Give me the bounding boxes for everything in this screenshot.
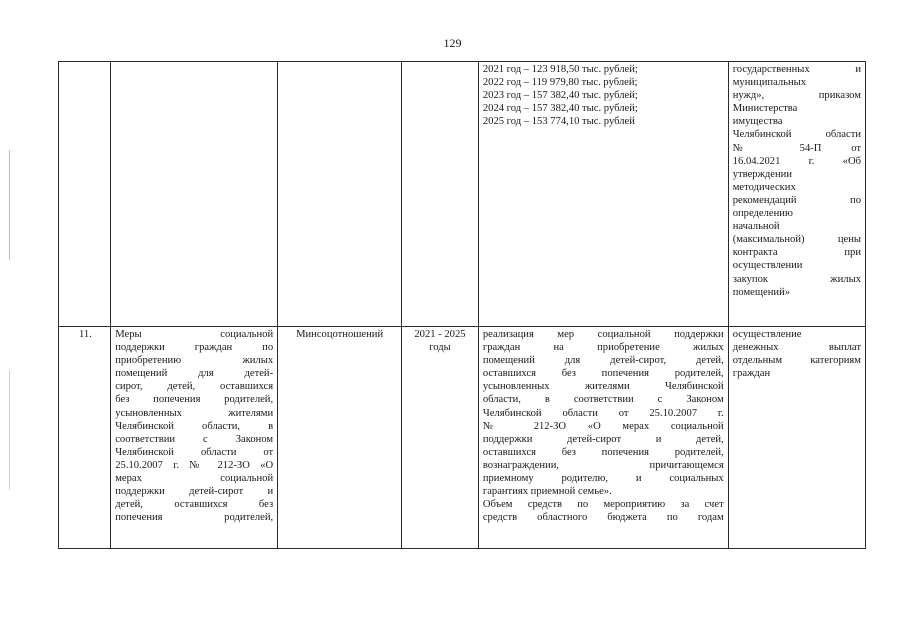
basis-line: 16.04.2021 г. «Об — [732, 155, 861, 167]
measure-line: соответствии с Законом — [115, 433, 274, 445]
description-line: оставшихся без попечения родителей, — [482, 446, 724, 458]
description-line: гарантиях приемной семье». — [482, 486, 612, 498]
description-line: области, в соответствии с Законом — [482, 394, 724, 406]
description-line: приемному родителю, и социальных — [482, 473, 724, 485]
description-line: Челябинской области от 25.10.2007 г. — [482, 407, 724, 419]
description-line: вознаграждении, причитающемся — [482, 459, 724, 471]
funding-line: 2025 год – 153 774,10 тыс. рублей — [482, 116, 635, 128]
measure-line: поддержки детей-сирот и — [115, 486, 274, 498]
cell-number-empty — [59, 62, 111, 327]
basis-line: имущества — [732, 116, 783, 128]
measure-line: попечения родителей, — [115, 512, 274, 524]
measure-line: без попечения родителей, — [115, 394, 274, 406]
basis-line: закупок жилых — [732, 273, 861, 285]
measure-line: усыновленных жителями — [115, 407, 274, 419]
result-line: осуществление — [732, 329, 802, 340]
period-line: годы — [429, 342, 451, 354]
table-row-11 — [59, 327, 866, 549]
result-line: отдельным категориям — [732, 355, 861, 367]
basis-line: контракта при — [732, 247, 861, 259]
description-line: средств областного бюджета по годам — [482, 512, 724, 524]
basis-line: методических — [732, 181, 796, 193]
measure-line: Челябинской области от — [115, 446, 274, 458]
cell-result — [728, 327, 865, 549]
basis-line: утверждении — [732, 168, 793, 180]
funding-line: 2022 год – 119 979,80 тыс. рублей; — [482, 77, 638, 89]
scan-edge-mark — [9, 150, 10, 260]
description-line: поддержки детей-сирот и детей, — [482, 433, 724, 445]
cell-basis — [728, 62, 865, 327]
result-line: граждан — [732, 368, 771, 380]
measure-line: сирот, детей, оставшихся — [115, 381, 274, 393]
measure-line: мерах социальной — [115, 473, 274, 485]
cell-measure-empty — [111, 62, 278, 327]
basis-line: осуществлении — [732, 260, 803, 272]
table-row-continued — [59, 62, 866, 327]
measure-line: детей, оставшихся без — [115, 499, 274, 511]
description-line: Объем средств по мероприятию за счет — [482, 499, 724, 511]
description-line: помещений для детей-сирот, детей, — [482, 355, 724, 367]
basis-line: (максимальной) цены — [732, 234, 861, 246]
basis-line: Челябинской области — [732, 129, 861, 141]
result-line: денежных выплат — [732, 342, 861, 354]
basis-line: Министерства — [732, 103, 798, 115]
measures-table — [58, 61, 866, 549]
cell-funding — [478, 62, 728, 327]
cell-number: 11. — [59, 327, 111, 549]
description-line: граждан на приобретение жилых — [482, 342, 724, 354]
description-line: усыновленных жителями Челябинской — [482, 381, 724, 393]
cell-executor-empty — [278, 62, 402, 327]
measure-line: Меры социальной — [115, 329, 274, 340]
measure-line: приобретению жилых — [115, 355, 274, 367]
basis-line: муниципальных — [732, 77, 807, 89]
basis-line: помещений» — [732, 286, 791, 298]
cell-description — [478, 327, 728, 549]
measure-line: 25.10.2007 г. № 212-ЗО «О — [115, 459, 274, 471]
scan-edge-mark — [9, 370, 10, 490]
measure-line: помещений для детей- — [115, 368, 274, 380]
cell-period-empty — [402, 62, 479, 327]
funding-line: 2023 год – 157 382,40 тыс. рублей; — [482, 90, 638, 102]
description-line: оставшихся без попечения родителей, — [482, 368, 724, 380]
cell-period — [402, 327, 479, 549]
page-number: 129 — [443, 36, 462, 50]
basis-line: рекомендаций по — [732, 194, 861, 206]
cell-measure — [111, 327, 278, 549]
basis-line: государственных и — [732, 64, 861, 75]
period-line: 2021 - 2025 — [414, 329, 466, 340]
basis-line: определению — [732, 208, 793, 220]
basis-line: нужд», приказом — [732, 90, 861, 102]
description-line: № 212-ЗО «О мерах социальной — [482, 420, 724, 432]
funding-line: 2024 год – 157 382,40 тыс. рублей; — [482, 103, 638, 115]
funding-line: 2021 год – 123 918,50 тыс. рублей; — [482, 64, 638, 75]
cell-executor: Минсоцотношений — [278, 327, 402, 549]
basis-line: начальной — [732, 221, 780, 233]
basis-line: № 54-П от — [732, 142, 861, 154]
measure-line: Челябинской области, в — [115, 420, 274, 432]
description-line: реализация мер социальной поддержки — [482, 329, 724, 340]
measure-line: поддержки граждан по — [115, 342, 274, 354]
